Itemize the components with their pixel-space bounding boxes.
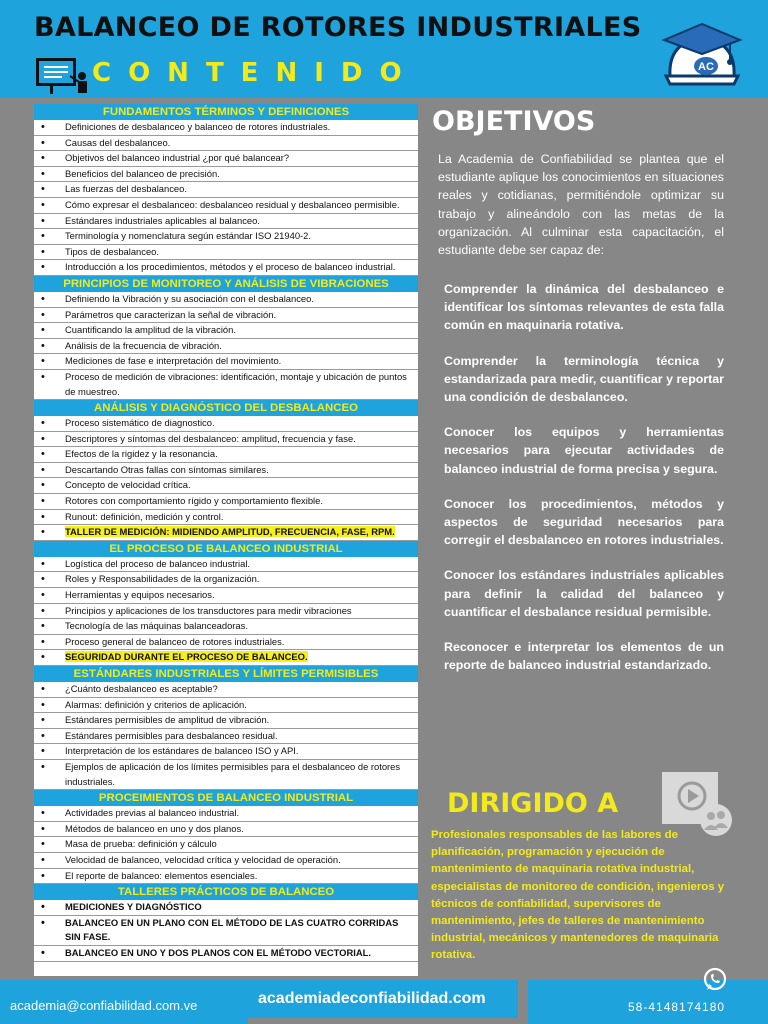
list-item — [34, 510, 418, 526]
list-item — [34, 292, 418, 308]
list-item-text: Las fuerzas del desbalanceo. — [65, 183, 187, 195]
list-item — [34, 478, 418, 494]
list-item — [34, 432, 418, 448]
list-item-text: Roles y Responsabilidades de la organización. — [65, 573, 260, 585]
list-item-text: Rotores con comportamiento rígido y comportamiento flexible. — [65, 495, 323, 507]
list-item-text: Tecnología de las máquinas balanceadoras. — [65, 620, 248, 632]
list-item-text: Parámetros que caracterizan la señal de vibración. — [65, 308, 277, 320]
list-item-text: Herramientas y equipos necesarios. — [65, 589, 215, 601]
list-item — [34, 229, 418, 245]
list-item-text: Beneficios del balanceo de precisión. — [65, 167, 220, 179]
list-item — [34, 682, 418, 698]
list-item-text: BALANCEO EN UNO Y DOS PLANOS CON EL MÉTODO VECTORIAL. — [65, 946, 371, 958]
list-item — [34, 650, 418, 666]
contents-panel — [34, 104, 418, 976]
objective-item: Reconocer e interpretar los elementos de un reporte de balanceo industrial estandarizado. — [444, 640, 724, 673]
list-item-text: Mediciones de fase e interpretación del movimiento. — [65, 355, 282, 367]
list-item — [34, 214, 418, 230]
section-item-list — [34, 557, 418, 666]
list-item-text: Concepto de velocidad crítica. — [65, 479, 191, 491]
contact-phone[interactable]: 58-4148174180 — [628, 1000, 726, 1014]
list-item — [34, 416, 418, 432]
footer-phone-block — [528, 980, 768, 1024]
list-item-text: Terminología y nomenclatura según estándar ISO 21940-2. — [65, 230, 311, 242]
list-item — [34, 463, 418, 479]
list-item-text: Logística del proceso de balanceo industrial. — [65, 557, 251, 569]
page-title: BALANCEO DE ROTORES INDUSTRIALES — [34, 12, 642, 43]
list-item — [34, 822, 418, 838]
list-item-text: Introducción a los procedimientos, métodos y el proceso de balanceo industrial. — [65, 261, 396, 273]
objectives-title: OBJETIVOS — [432, 106, 596, 137]
website-link[interactable]: academiadeconfiabilidad.com — [258, 990, 486, 1007]
list-item — [34, 308, 418, 324]
list-item — [34, 136, 418, 152]
list-item-text: MEDICIONES Y DIAGNÓSTICO — [65, 901, 202, 913]
section-header: TALLERES PRÁCTICOS DE BALANCEO — [34, 884, 418, 900]
whatsapp-icon[interactable] — [702, 966, 728, 992]
list-item-text: ¿Cuánto desbalanceo es aceptable? — [65, 683, 218, 694]
list-item — [34, 525, 418, 541]
list-item — [34, 588, 418, 604]
audience-title: DIRIGIDO A — [447, 788, 619, 819]
list-item — [34, 245, 418, 261]
list-item-text: Cómo expresar el desbalanceo: desbalanceo residual y desbalanceo permisible. — [65, 198, 400, 210]
section-item-list — [34, 682, 418, 790]
list-item-text: Métodos de balanceo en uno y dos planos. — [65, 822, 244, 834]
list-item-text: Masa de prueba: definición y cálculo — [65, 838, 217, 850]
section-item-list — [34, 416, 418, 541]
footer-email-block — [0, 980, 248, 1024]
section-item-list — [34, 120, 418, 276]
objective-item: Conocer los equipos y herramientas necesarios para ejecutar actividades de balanceo industrial de forma precisa y segura. — [444, 425, 724, 476]
list-item-text: Proceso general de balanceo de rotores industriales. — [65, 635, 285, 647]
list-item-text: Tipos de desbalanceo. — [65, 245, 159, 257]
list-item-text: Proceso sistemático de diagnostico. — [65, 417, 215, 429]
list-item — [34, 167, 418, 183]
list-item — [34, 339, 418, 355]
objective-item: Comprender la dinámica del desbalanceo e identificar los síntomas relevantes de esta falla común en maquinaria rotativa. — [444, 282, 724, 333]
list-item-text: BALANCEO EN UN PLANO CON EL MÉTODO DE LAS CUATRO CORRIDAS SIN FASE. — [65, 916, 399, 943]
section-header: FUNDAMENTOS TÉRMINOS Y DEFINICIONES — [34, 104, 418, 120]
section-item-list — [34, 806, 418, 884]
academy-logo — [660, 18, 744, 96]
section-header: PRINCIPIOS DE MONITOREO Y ANÁLISIS DE VIBRACIONES — [34, 276, 418, 292]
list-item — [34, 447, 418, 463]
list-item — [34, 604, 418, 620]
list-item-text: Velocidad de balanceo, velocidad crítica y velocidad de operación. — [65, 853, 341, 865]
audience-description: Profesionales responsables de las labores de planificación, programación y ejecución de mantenimiento de maquinaria rotativa industrial, especialistas de monitoreo de condición, ingenieros y técnicos de confiabilidad, supervisores de mantenimiento, jefes de talleres de mantenimiento industrial, mecánicos y mantenedores de maquinaria rotativa. — [431, 829, 725, 962]
list-item — [34, 635, 418, 651]
list-item — [34, 916, 418, 946]
list-item — [34, 619, 418, 635]
list-item — [34, 853, 418, 869]
list-item — [34, 806, 418, 822]
list-item — [34, 729, 418, 745]
footer-bar — [0, 980, 768, 1024]
list-item — [34, 260, 418, 276]
list-item — [34, 323, 418, 339]
list-item-text: Definiendo la Vibración y su asociación con el desbalanceo. — [65, 292, 314, 304]
list-item-text: TALLER DE MEDICIÓN: MIDIENDO AMPLITUD, FRECUENCIA, FASE, RPM. — [65, 526, 395, 538]
list-item — [34, 182, 418, 198]
list-item-text: Objetivos del balanceo industrial ¿por qué balancear? — [65, 152, 290, 164]
list-item — [34, 713, 418, 729]
list-item-text: Proceso de medición de vibraciones: identificación, montaje y ubicación de puntos de muestreo. — [65, 370, 407, 397]
logo-text: AC — [698, 61, 714, 73]
section-header: EL PROCESO DE BALANCEO INDUSTRIAL — [34, 541, 418, 557]
list-item-text: Cuantificando la amplitud de la vibración. — [65, 324, 236, 336]
list-item-text: SEGURIDAD DURANTE EL PROCESO DE BALANCEO. — [65, 651, 308, 663]
list-item-text: Runout: definición, medición y control. — [65, 510, 224, 522]
list-item — [34, 354, 418, 370]
objectives-intro: La Academia de Confiabilidad se plantea que el estudiante aplique los conocimientos en situaciones reales y cotidianas, permitiéndole optimizar su trabajo y alineándolo con las metas de la organización. Al culminar esta capacitación, el estudiante debe ser capaz de: — [438, 152, 724, 258]
list-item-text: Actividades previas al balanceo industrial. — [65, 807, 240, 819]
list-item — [34, 120, 418, 136]
section-header: ESTÁNDARES INDUSTRIALES Y LÍMITES PERMISIBLES — [34, 666, 418, 682]
list-item-text: Descartando Otras fallas con síntomas similares. — [65, 463, 269, 475]
list-item — [34, 946, 418, 962]
contact-email[interactable]: academia@confiabilidad.com.ve — [10, 998, 198, 1013]
list-item-text: Análisis de la frecuencia de vibración. — [65, 339, 222, 351]
list-item-text: Alarmas: definición y criterios de aplicación. — [65, 698, 247, 710]
objective-item: Conocer los procedimientos, métodos y aspectos de seguridad necesarios para corregir el desbalanceo en rotores industriales. — [444, 496, 724, 548]
list-item-text: Estándares industriales aplicables al balanceo. — [65, 214, 260, 226]
list-item — [34, 494, 418, 510]
list-item-text: Causas del desbalanceo. — [65, 136, 171, 148]
list-item — [34, 151, 418, 167]
section-subtitle: CONTENIDO — [92, 58, 419, 88]
footer-website-block — [248, 980, 518, 1018]
list-item — [34, 198, 418, 214]
list-item — [34, 900, 418, 916]
list-item-text: Efectos de la rigidez y la resonancia. — [65, 448, 218, 460]
list-item-text: El reporte de balanceo: elementos esenciales. — [65, 869, 258, 881]
section-item-list — [34, 900, 418, 961]
list-item — [34, 744, 418, 760]
list-item-text: Interpretación de los estándares de balanceo ISO y API. — [65, 745, 299, 757]
list-item-text: Estándares permisibles de amplitud de vibración. — [65, 714, 270, 726]
list-item-text: Descriptores y síntomas del desbalanceo: amplitud, frecuencia y fase. — [65, 432, 356, 444]
objectives-list — [444, 280, 724, 691]
list-item-text: Ejemplos de aplicación de los límites permisibles para el desbalanceo de rotores industriales. — [65, 760, 401, 787]
list-item — [34, 557, 418, 573]
list-item — [34, 572, 418, 588]
presentation-icon — [34, 56, 90, 96]
list-item — [34, 760, 418, 790]
list-item — [34, 869, 418, 885]
list-item-text: Principios y aplicaciones de los transductores para medir vibraciones — [65, 604, 352, 616]
list-item-text: Definiciones de desbalanceo y balanceo de rotores industriales. — [65, 121, 331, 132]
section-item-list — [34, 292, 418, 400]
list-item — [34, 837, 418, 853]
section-header: PROCEIMIENTOS DE BALANCEO INDUSTRIAL — [34, 790, 418, 806]
section-header: ANÁLISIS Y DIAGNÓSTICO DEL DESBALANCEO — [34, 400, 418, 416]
list-item — [34, 370, 418, 400]
objective-item: Conocer los estándares industriales aplicables para definir la calidad del balanceo y cuantificar el desbalance residual permisible. — [444, 568, 724, 619]
list-item-text: Estándares permisibles para desbalanceo residual. — [65, 729, 278, 741]
list-item — [34, 698, 418, 714]
objective-item: Comprender la terminología técnica y estandarizada para medir, cuantificar y reportar una condición de desbalanceo. — [444, 353, 724, 405]
